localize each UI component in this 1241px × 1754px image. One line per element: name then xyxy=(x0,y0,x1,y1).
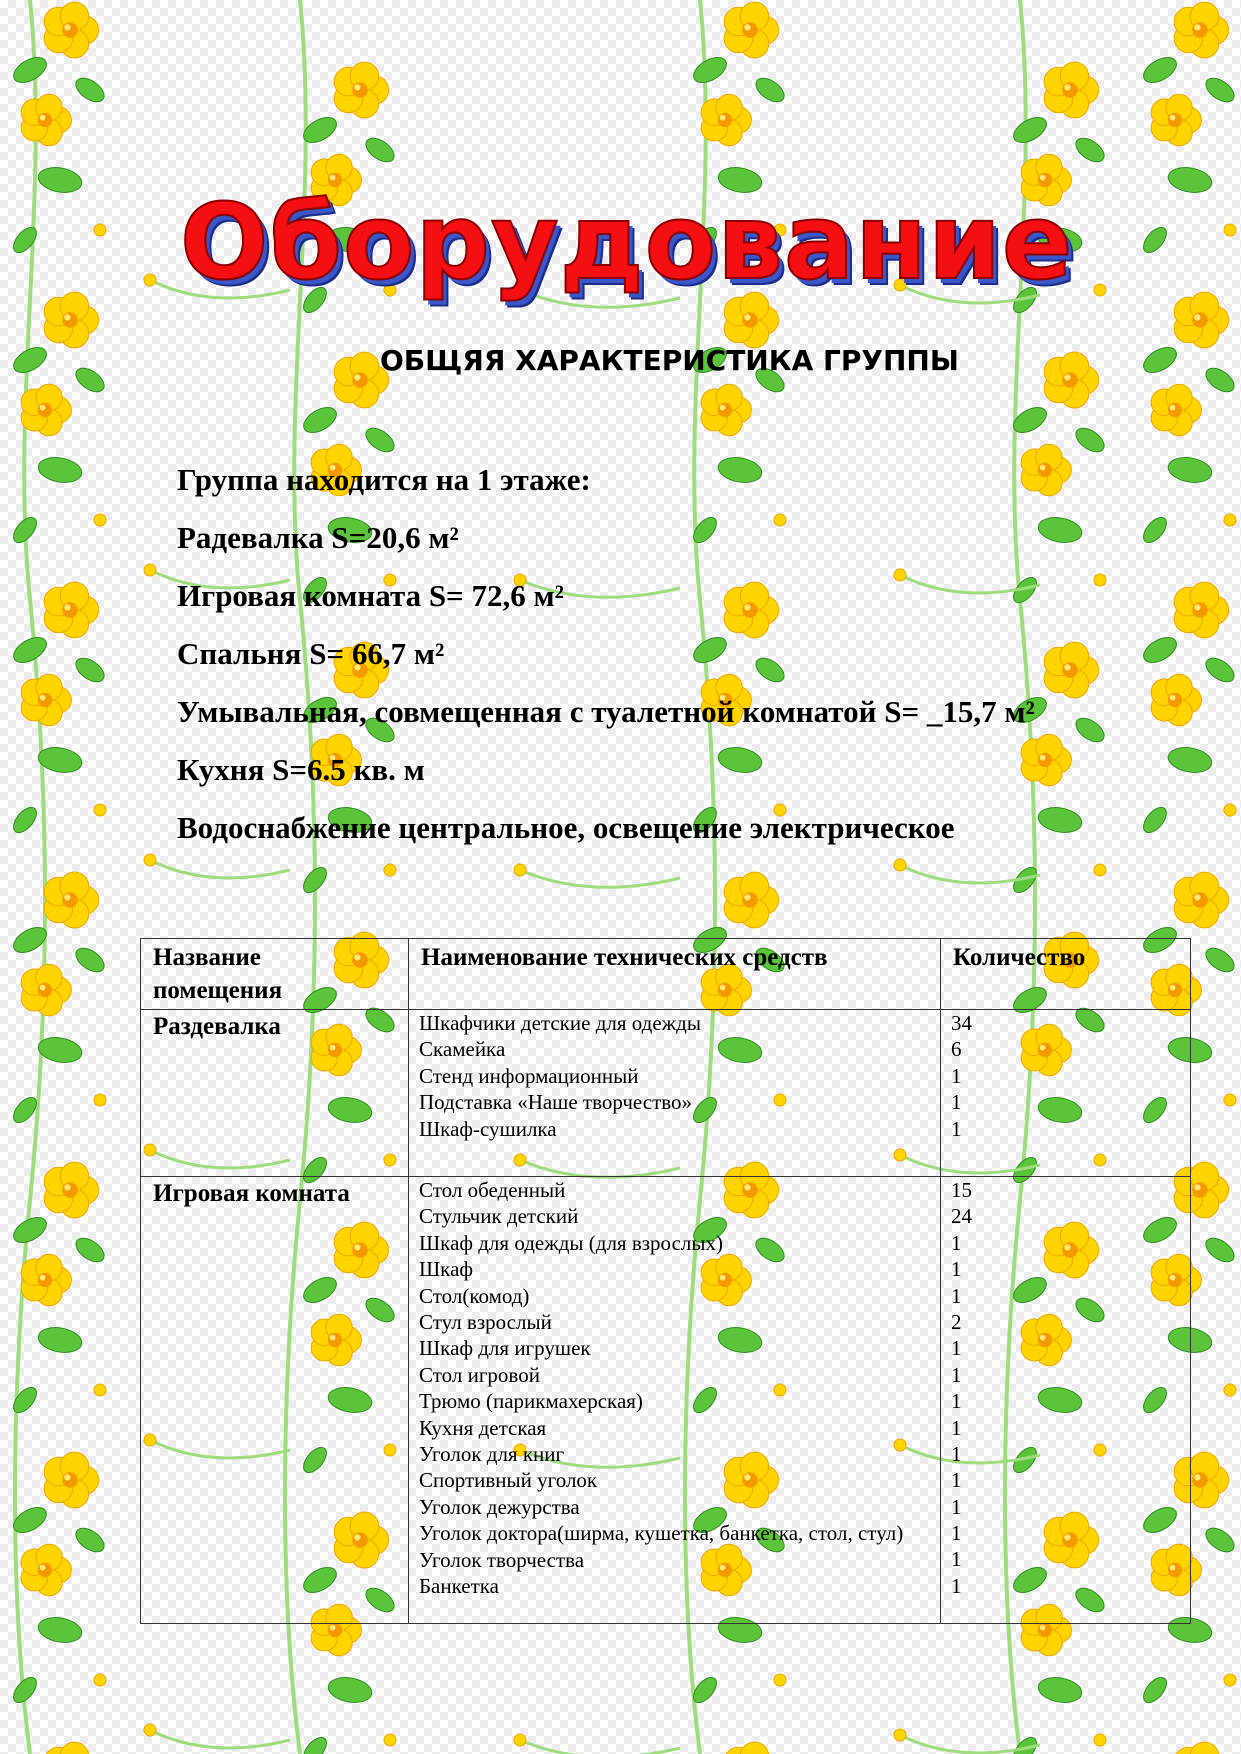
equipment-item: Шкаф-сушилка xyxy=(419,1116,557,1141)
info-line-play-room: Игровая комната S= 72,6 м² xyxy=(177,578,564,613)
equipment-quantity: 24 xyxy=(951,1204,972,1229)
equipment-quantity: 1 xyxy=(951,1573,962,1598)
equipment-item: Шкаф для игрушек xyxy=(419,1336,591,1361)
info-line-utilities: Водоснабжение центральное, освещение электрическое xyxy=(177,810,955,845)
equipment-item: Уголок дежурства xyxy=(419,1494,580,1519)
equipment-quantity: 1 xyxy=(951,1468,962,1493)
equipment-quantity: 1 xyxy=(951,1441,962,1466)
equipment-quantity: 1 xyxy=(951,1257,962,1282)
equipment-item: Стол(комод) xyxy=(419,1283,530,1308)
equipment-quantity: 6 xyxy=(951,1037,962,1062)
quantity-list-cell xyxy=(941,1177,1191,1624)
header-room-name: Название помещения xyxy=(141,939,409,1010)
group-info-list xyxy=(177,458,1035,864)
equipment-item: Стенд информационный xyxy=(419,1063,639,1088)
equipment-item: Скамейка xyxy=(419,1037,506,1062)
equipment-item: Уголок доктора(ширма, кушетка, банкетка, стол, стул) xyxy=(419,1521,904,1546)
equipment-item: Кухня детская xyxy=(419,1415,547,1440)
equipment-item: Банкетка xyxy=(419,1574,500,1599)
equipment-quantity: 1 xyxy=(951,1547,962,1572)
table-row xyxy=(141,1010,1191,1177)
equipment-quantity: 1 xyxy=(951,1389,962,1414)
equipment-quantity: 1 xyxy=(951,1521,962,1546)
equipment-quantity: 1 xyxy=(951,1063,962,1088)
equipment-item: Спортивный уголок xyxy=(419,1468,598,1493)
section-subtitle: ОБЩЯЯ ХАРАКТЕРИСТИКА ГРУППЫ xyxy=(380,344,959,377)
equipment-item: Трюмо (парикмахерская) xyxy=(419,1389,643,1414)
equipment-quantity: 1 xyxy=(951,1116,962,1141)
equipment-item: Шкафчики детские для одежды xyxy=(419,1011,701,1035)
room-name-cell: Игровая комната xyxy=(141,1177,409,1624)
room-name-cell: Раздевалка xyxy=(141,1010,409,1177)
equipment-item: Подставка «Наше творчество» xyxy=(419,1090,693,1115)
info-line-bedroom: Спальня S= 66,7 м² xyxy=(177,636,445,671)
equipment-list-cell xyxy=(409,1177,941,1624)
info-line-floor: Группа находится на 1 этаже: xyxy=(177,462,591,497)
info-line-washroom: Умывальная, совмещенная с туалетной комнатой S= _15,7 м² xyxy=(177,694,1035,729)
equipment-item: Стульчик детский xyxy=(419,1204,579,1229)
equipment-item: Стол игровой xyxy=(419,1362,540,1387)
table-row xyxy=(141,1177,1191,1624)
info-line-dressing-room: Радевалка S=20,6 м² xyxy=(177,520,459,555)
equipment-item: Шкаф для одежды (для взрослых) xyxy=(419,1230,723,1255)
equipment-quantity: 15 xyxy=(951,1178,972,1202)
equipment-item: Шкаф xyxy=(419,1257,473,1282)
page-title: Оборудование xyxy=(180,181,1074,303)
equipment-item: Уголок для книг xyxy=(419,1442,565,1467)
equipment-item: Уголок творчества xyxy=(419,1547,585,1572)
table-header-row xyxy=(141,939,1191,1010)
equipment-quantity: 1 xyxy=(951,1336,962,1361)
equipment-list-cell xyxy=(409,1010,941,1177)
equipment-quantity: 2 xyxy=(951,1309,962,1334)
equipment-quantity: 1 xyxy=(951,1415,962,1440)
equipment-quantity: 1 xyxy=(951,1362,962,1387)
equipment-item: Стол обеденный xyxy=(419,1178,566,1202)
equipment-quantity: 1 xyxy=(951,1090,962,1115)
equipment-quantity: 34 xyxy=(951,1011,972,1035)
info-line-kitchen: Кухня S=6.5 кв. м xyxy=(177,752,425,787)
equipment-quantity: 1 xyxy=(951,1494,962,1519)
equipment-table xyxy=(140,938,1191,1624)
equipment-quantity: 1 xyxy=(951,1283,962,1308)
quantity-list-cell xyxy=(941,1010,1191,1177)
header-equipment-name: Наименование технических средств xyxy=(409,939,941,1010)
header-quantity: Количество xyxy=(941,939,1191,1010)
equipment-quantity: 1 xyxy=(951,1230,962,1255)
equipment-item: Стул взрослый xyxy=(419,1310,552,1335)
